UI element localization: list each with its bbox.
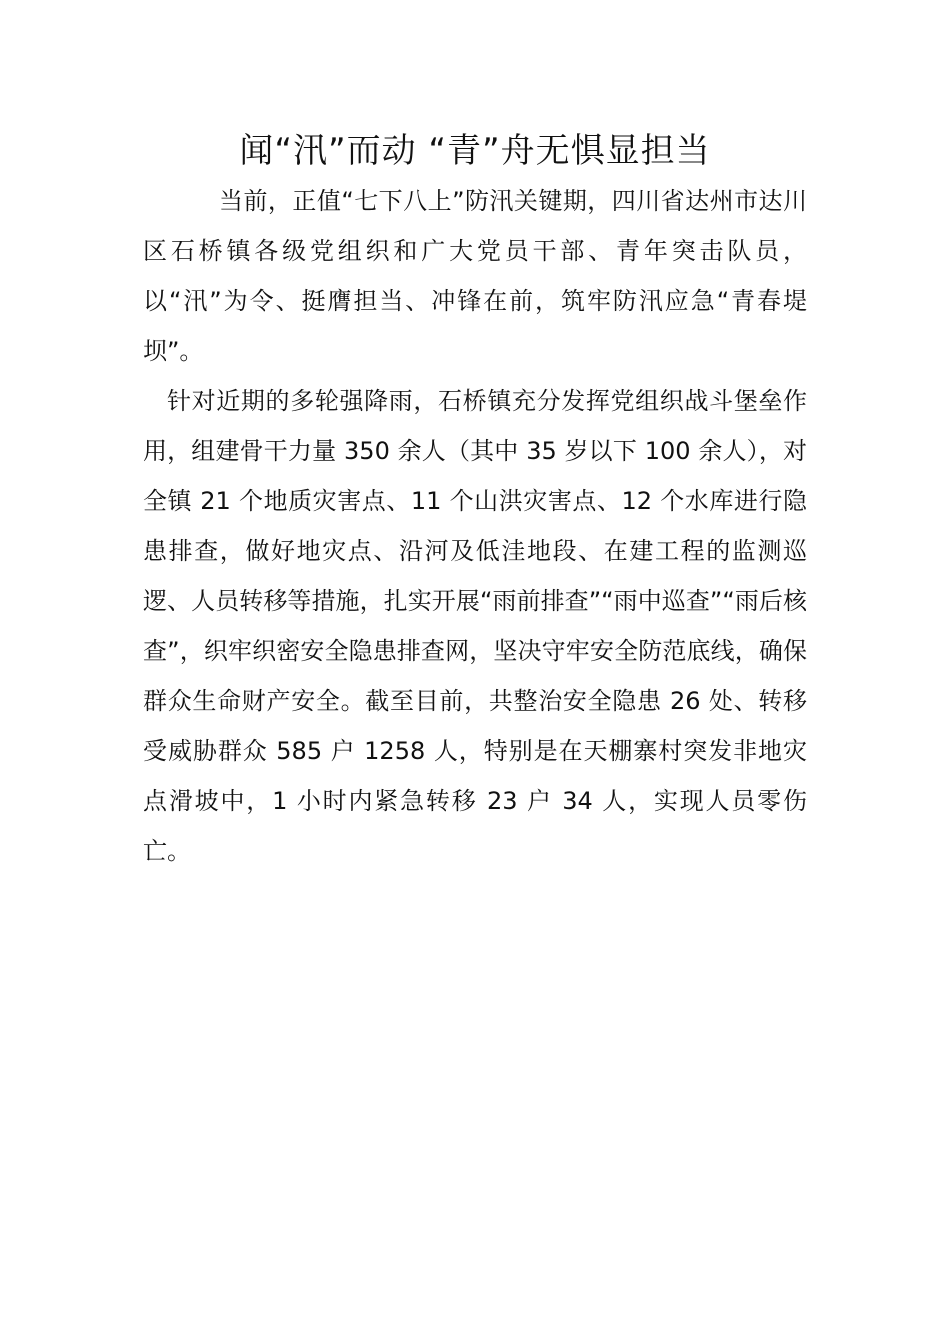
paragraph-intro: 当前，正值“七下八上”防汛关键期，四川省达州市达川区石桥镇各级党组织和广大党员干部、青年突击队员，以“汛”为令、挺膺担当、冲锋在前，筑牢防汛应急“青春堤坝”。 <box>143 187 807 365</box>
document-title: 闻“汛”而动 “青”舟无惧显担当 <box>239 131 711 171</box>
document-body <box>143 176 807 876</box>
paragraph-measures: 针对近期的多轮强降雨，石桥镇充分发挥党组织战斗堡垒作用，组建骨干力量 350 余人（其中 35 岁以下 100 余人），对全镇 21 个地质灾害点、11 个山洪灾害点、12 个水库进行隐患排查，做好地灾点、沿河及低洼地段、在建工程的监测巡逻、人员转移等措施，扎实开展“雨前排查”“雨中巡查”“雨后核查”，织牢织密安全隐患排查网，坚决守牢安全防范底线，确保群众生命财产安全。截至目前，共整治安全隐患 26 处、转移受威胁群众 585 户 1258 人，特别是在天棚寨村突发非地灾点滑坡中，1 小时内紧急转移 23 户 34 人，实现人员零伤亡。 <box>143 387 807 865</box>
